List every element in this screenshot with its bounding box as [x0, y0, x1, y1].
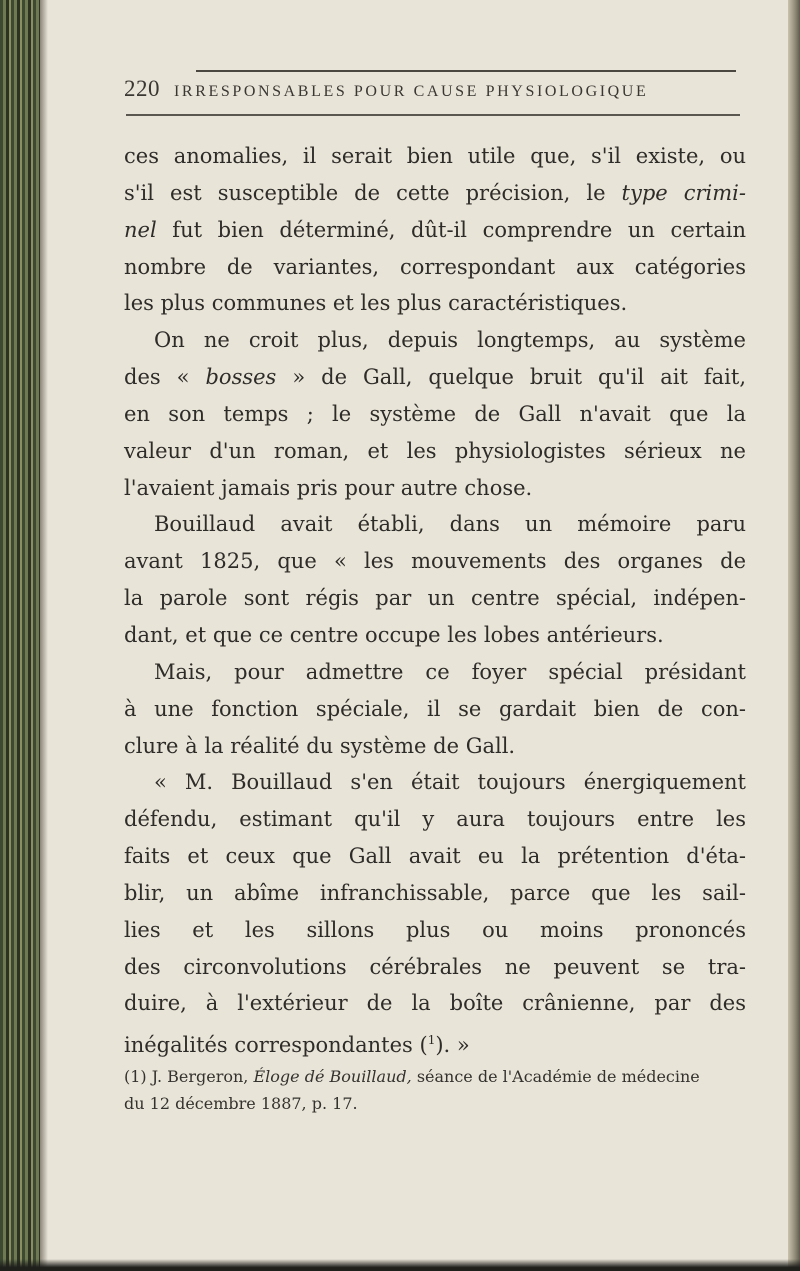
- text-segment: ). »: [435, 1033, 470, 1058]
- footnote-author: J. Bergeron,: [151, 1067, 249, 1086]
- header-rule-top: [196, 70, 736, 72]
- text-line: des circonvolutions cérébrales ne peuvent se tra-: [124, 954, 746, 979]
- text-line: la parole sont régis par un centre spécial, indépen-: [124, 586, 746, 611]
- page-right-edge: [788, 0, 800, 1271]
- footnote-reference: 1: [427, 1033, 436, 1048]
- text-segment: s'il est susceptible de cette précision, le: [124, 180, 606, 205]
- text-line: en son temps ; le système de Gall n'avait que la: [124, 401, 746, 426]
- text-segment: » de Gall, quelque bruit qu'il ait fait,: [292, 365, 746, 390]
- text-line: [124, 212, 746, 249]
- text-line: [124, 359, 746, 396]
- text-line: blir, un abîme infranchissable, parce que les sail-: [124, 880, 746, 905]
- text-segment: inégalités correspondantes (: [124, 1033, 428, 1058]
- text-line: ces anomalies, il serait bien utile que, s'il existe, ou: [124, 144, 746, 168]
- text-line: [124, 175, 746, 212]
- page-bottom-shadow: [0, 1259, 800, 1271]
- text-line: à une fonction spéciale, il se gardait bien de con-: [124, 696, 746, 721]
- footnote-line: du 12 décembre 1887, p. 17.: [124, 1094, 358, 1113]
- book-binding-edge: [0, 0, 40, 1271]
- text-line: On ne croit plus, depuis longtemps, au système: [154, 328, 746, 353]
- text-line: clure à la réalité du système de Gall.: [124, 733, 516, 758]
- text-line: Bouillaud avait établi, dans un mémoire paru: [154, 512, 746, 537]
- italic-term: type crimi-: [621, 180, 746, 205]
- header-rule-bottom: [126, 114, 740, 116]
- text-line: les plus communes et les plus caractéristiques.: [124, 291, 628, 316]
- body-text: [124, 138, 746, 1064]
- text-segment: fut bien déterminé, dût-il comprendre un certain: [172, 217, 746, 242]
- page-number: 220: [124, 76, 160, 101]
- text-line: faits et ceux que Gall avait eu la prétention d'éta-: [124, 844, 746, 869]
- footnote: [124, 1063, 750, 1117]
- text-line: l'avaient jamais pris pour autre chose.: [124, 475, 533, 500]
- footnote-line: [124, 1063, 750, 1090]
- footnote-title: Éloge dé Bouillaud,: [253, 1067, 412, 1086]
- text-line: [124, 1022, 746, 1064]
- text-line: duire, à l'extérieur de la boîte crânienne, par des: [124, 991, 746, 1016]
- text-line: défendu, estimant qu'il y aura toujours entre les: [124, 807, 746, 832]
- running-title: IRRESPONSABLES POUR CAUSE PHYSIOLOGIQUE: [174, 83, 649, 100]
- footnote-marker: (1): [124, 1067, 147, 1086]
- italic-term: nel: [124, 217, 157, 242]
- text-line: nombre de variantes, correspondant aux catégories: [124, 254, 746, 279]
- text-segment: des «: [124, 365, 190, 390]
- text-line: Mais, pour admettre ce foyer spécial présidant: [154, 659, 746, 684]
- italic-term: bosses: [205, 365, 277, 390]
- text-line: dant, et que ce centre occupe les lobes antérieurs.: [124, 622, 664, 647]
- text-line: valeur d'un roman, et les physiologistes sérieux ne: [124, 438, 746, 463]
- text-line: « M. Bouillaud s'en était toujours énergiquement: [154, 770, 746, 795]
- running-header: [124, 76, 744, 110]
- text-line: avant 1825, que « les mouvements des organes de: [124, 549, 746, 574]
- footnote-source: séance de l'Académie de médecine: [416, 1067, 700, 1086]
- text-line: lies et les sillons plus ou moins prononcés: [124, 917, 746, 942]
